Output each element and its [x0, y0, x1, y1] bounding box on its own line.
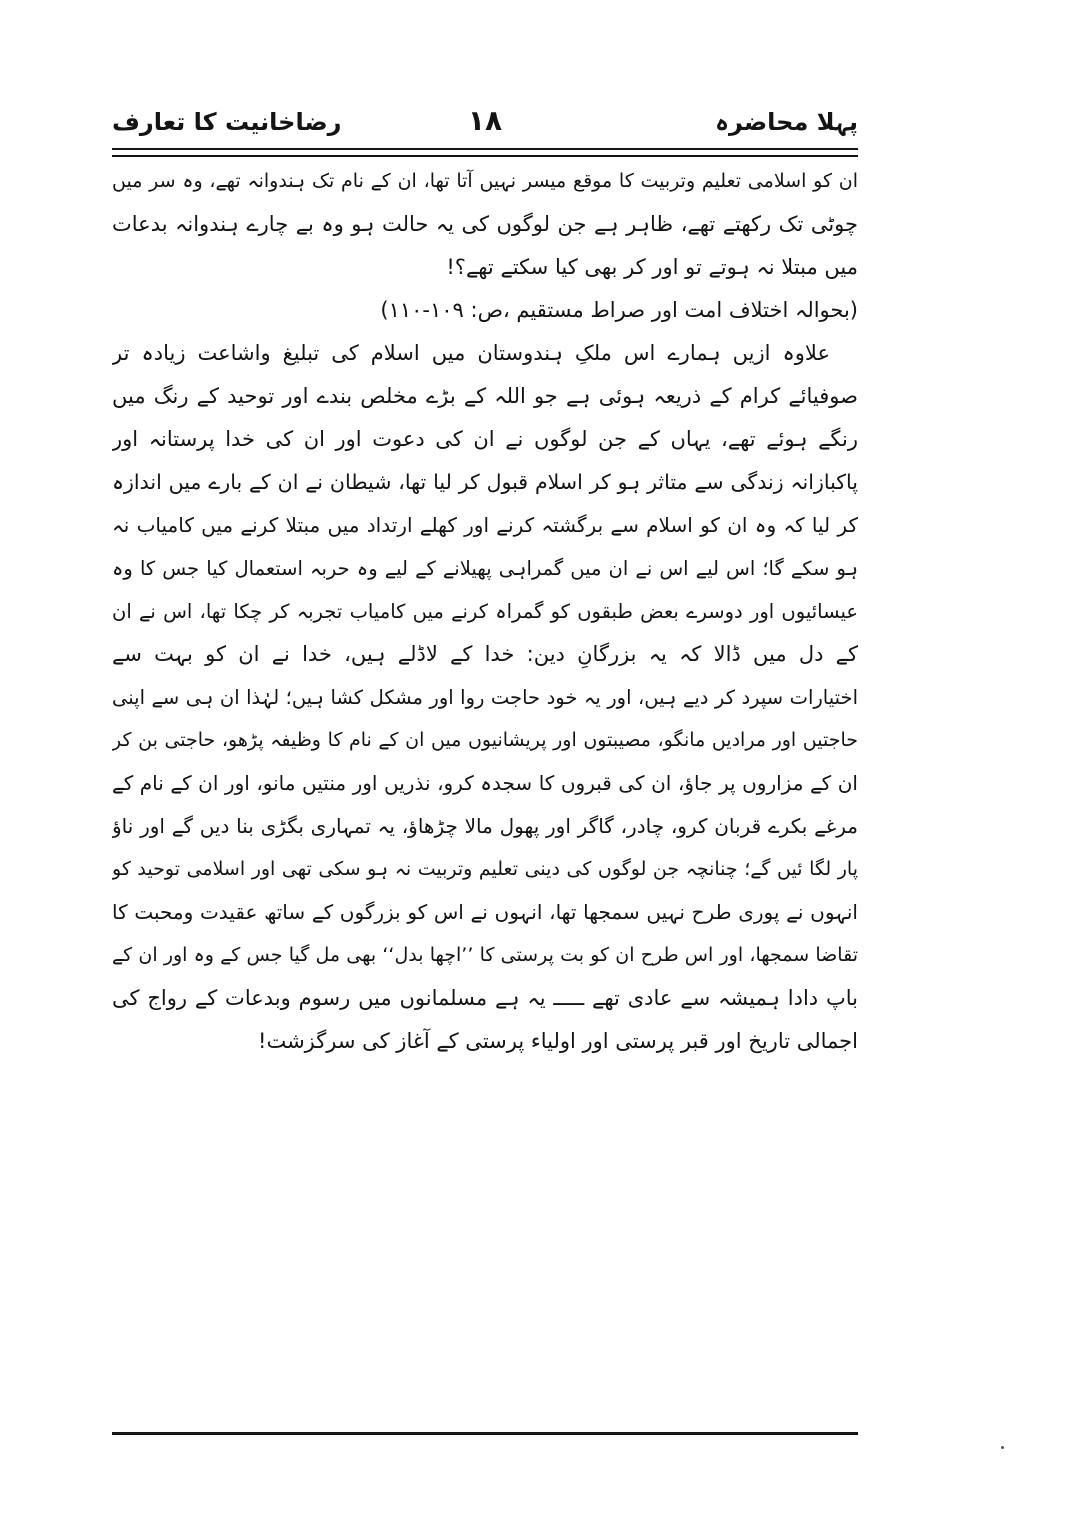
- text-line: اختیارات سپرد کر دیے ہیں، اور یہ خود حاجت روا اور مشکل کشا ہیں؛ لہٰذا ان ہی سے اپنی: [112, 686, 858, 709]
- page-number: ۱۸: [467, 104, 503, 137]
- text-line: ان کے مزاروں پر جاؤ، ان کی قبروں کا سجدہ کرو، نذریں اور منتیں مانو، اور ان کے نام کے: [112, 771, 858, 795]
- text-line: رنگے ہوئے تھے، یہاں کے جن لوگوں نے ان کی دعوت اور ان کی خدا پرستانہ اور: [112, 427, 858, 451]
- header-running-title: رضاخانیت کا تعارف: [112, 108, 342, 136]
- body-text: [112, 160, 858, 1063]
- text-line: پاکبازانہ زندگی سے متاثر ہو کر اسلام قبول کر لیا تھا، شیطان نے ان کے بارے میں اندازہ: [112, 470, 858, 494]
- text-line: باپ دادا ہمیشہ سے عادی تھے ـــــ یہ ہے مسلمانوں میں رسوم وبدعات کے رواج کی: [112, 986, 858, 1010]
- header-double-rule: [112, 148, 858, 157]
- text-line: ان کو اسلامی تعلیم وتربیت کا موقع میسر نہیں آتا تھا، ان کے نام تک ہندوانہ تھے، وہ سر میں: [112, 170, 858, 192]
- footer-rule: [112, 1432, 858, 1435]
- scan-speck: [1001, 1446, 1004, 1449]
- text-line: میں مبتلا نہ ہوتے تو اور کر بھی کیا سکتے تھے؟!: [446, 255, 858, 279]
- text-line: عیسائیوں اور دوسرے بعض طبقوں کو گمراہ کرنے میں کامیاب تجربہ کر چکا تھا، اس نے ان: [112, 600, 858, 623]
- text-line: اجمالی تاریخ اور قبر پرستی اور اولیاء پرستی کے آغاز کی سرگزشت!: [258, 1029, 858, 1053]
- text-line: علاوہ ازیں ہمارے اس ملکِ ہندوستان میں اسلام کی تبلیغ واشاعت زیادہ تر: [112, 341, 830, 365]
- text-line: صوفیائے کرام کے ذریعہ ہوئی ہے جو اللہ کے بڑے مخلص بندے اور توحید کے رنگ میں: [112, 384, 858, 408]
- text-line: کر لیا کہ وہ ان کو اسلام سے برگشتہ کرنے اور کھلے ارتداد میں مبتلا کرنے میں کامیاب نہ: [112, 513, 858, 537]
- text-line: تقاضا سمجھا، اور اس طرح ان کو بت پرستی کا ’’اچھا بدل‘‘ بھی مل گیا جس کے وہ اور ان کے: [112, 944, 858, 966]
- text-line: انہوں نے پوری طرح نہیں سمجھا تھا، انہوں نے اس کو بزرگوں کے ساتھ عقیدت ومحبت کا: [112, 900, 858, 924]
- text-line: چوٹی تک رکھتے تھے، ظاہر ہے جن لوگوں کی یہ حالت ہو وہ بے چارے ہندوانہ بدعات: [112, 212, 858, 236]
- text-line: مرغے بکرے قربان کرو، چادر، گاگر اور پھول مالا چڑھاؤ، یہ تمہاری بگڑی بنا دیں گے اور ناؤ: [112, 814, 858, 838]
- text-line: پار لگا ئیں گے؛ چنانچہ جن لوگوں کی دینی تعلیم وتربیت نہ ہو سکی تھی اور اسلامی توحید کو: [112, 858, 858, 880]
- text-line: حاجتیں اور مرادیں مانگو، مصیبتوں اور پریشانیوں میں ان کے نام کا وظیفہ پڑھو، حاجتی بن کر: [112, 729, 858, 751]
- header-chapter: پہلا محاضرہ: [714, 108, 858, 136]
- text-line: ہو سکے گا؛ اس لیے اس نے ان میں گمراہی پھیلانے کے لیے وہ حربہ استعمال کیا جس کا وہ: [112, 557, 858, 580]
- page-header: [112, 104, 858, 150]
- reference-citation: (بحوالہ اختلاف امت اور صراط مستقیم ،ص: ۱۰۹-۱۱۰): [380, 298, 858, 322]
- text-line: کے دل میں ڈالا کہ یہ بزرگانِ دین: خدا کے لاڈلے ہیں، خدا نے ان کو بہت سے: [112, 642, 858, 666]
